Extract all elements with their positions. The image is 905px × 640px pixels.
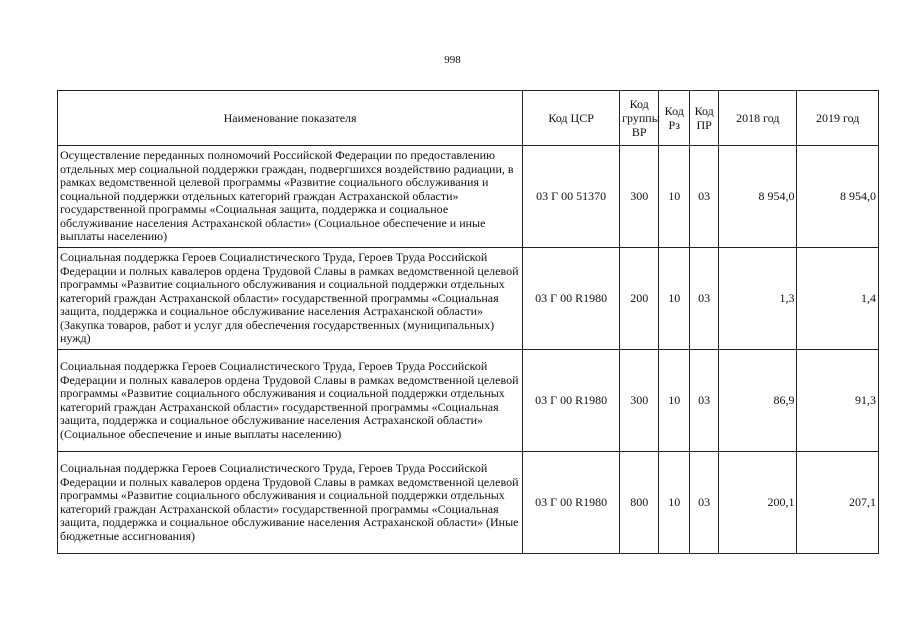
cell-2019: 91,3 [797,350,879,452]
cell-pr: 03 [690,248,719,350]
cell-name: Социальная поддержка Героев Социалистического Труда, Героев Труда Российской Федерации и полных кавалеров ордена Трудовой Славы в рамках ведомственной целевой программы «Развитие социального обслуживания и социальной поддержки отдельных категорий граждан Астраханской области» государственной программы «Социальная защита, поддержка и социальное обслуживание населения Астраханской области» (Закупка товаров, работ и услуг для обеспечения государственных (муниципальных) нужд) [58,248,523,350]
header-vr: Код группы ВР [620,91,659,146]
cell-2019: 207,1 [797,452,879,554]
table-row [58,248,879,350]
header-csr: Код ЦСР [523,91,620,146]
cell-rz: 10 [659,452,690,554]
cell-vr: 300 [620,146,659,248]
budget-table [57,90,879,554]
cell-2018: 86,9 [719,350,797,452]
cell-vr: 300 [620,350,659,452]
cell-2018: 200,1 [719,452,797,554]
header-rz: Код Рз [659,91,690,146]
cell-2019: 8 954,0 [797,146,879,248]
table-row [58,350,879,452]
table-row [58,146,879,248]
cell-pr: 03 [690,452,719,554]
cell-2018: 8 954,0 [719,146,797,248]
cell-csr: 03 Г 00 51370 [523,146,620,248]
cell-rz: 10 [659,248,690,350]
cell-csr: 03 Г 00 R1980 [523,350,620,452]
cell-vr: 800 [620,452,659,554]
cell-2018: 1,3 [719,248,797,350]
page-number: 998 [444,54,461,66]
cell-rz: 10 [659,350,690,452]
cell-csr: 03 Г 00 R1980 [523,248,620,350]
cell-rz: 10 [659,146,690,248]
cell-name: Социальная поддержка Героев Социалистического Труда, Героев Труда Российской Федерации и полных кавалеров ордена Трудовой Славы в рамках ведомственной целевой программы «Развитие социального обслуживания и социальной поддержки отдельных категорий граждан Астраханской области» государственной программы «Социальная защита, поддержка и социальное обслуживание населения Астраханской области» (Иные бюджетные ассигнования) [58,452,523,554]
cell-csr: 03 Г 00 R1980 [523,452,620,554]
header-2018: 2018 год [719,91,797,146]
cell-vr: 200 [620,248,659,350]
cell-pr: 03 [690,146,719,248]
cell-2019: 1,4 [797,248,879,350]
cell-pr: 03 [690,350,719,452]
header-name: Наименование показателя [58,91,523,146]
table-row [58,452,879,554]
header-pr: Код ПР [690,91,719,146]
header-2019: 2019 год [797,91,879,146]
cell-name: Социальная поддержка Героев Социалистического Труда, Героев Труда Российской Федерации и полных кавалеров ордена Трудовой Славы в рамках ведомственной целевой программы «Развитие социального обслуживания и социальной поддержки отдельных категорий граждан Астраханской области» государственной программы «Социальная защита, поддержка и социальное обслуживание населения Астраханской области» (Социальное обеспечение и иные выплаты населению) [58,350,523,452]
cell-name: Осуществление переданных полномочий Российской Федерации по предоставлению отдельных мер социальной поддержки граждан, подвергшихся воздействию радиации, в рамках ведомственной целевой программы «Развитие социального обслуживания и социальной поддержки отдельных категорий граждан Астраханской области» государственной программы «Социальная защита, поддержка и социальное обслуживание населения Астраханской области» (Социальное обеспечение и иные выплаты населению) [58,146,523,248]
table-header-row [58,91,879,146]
